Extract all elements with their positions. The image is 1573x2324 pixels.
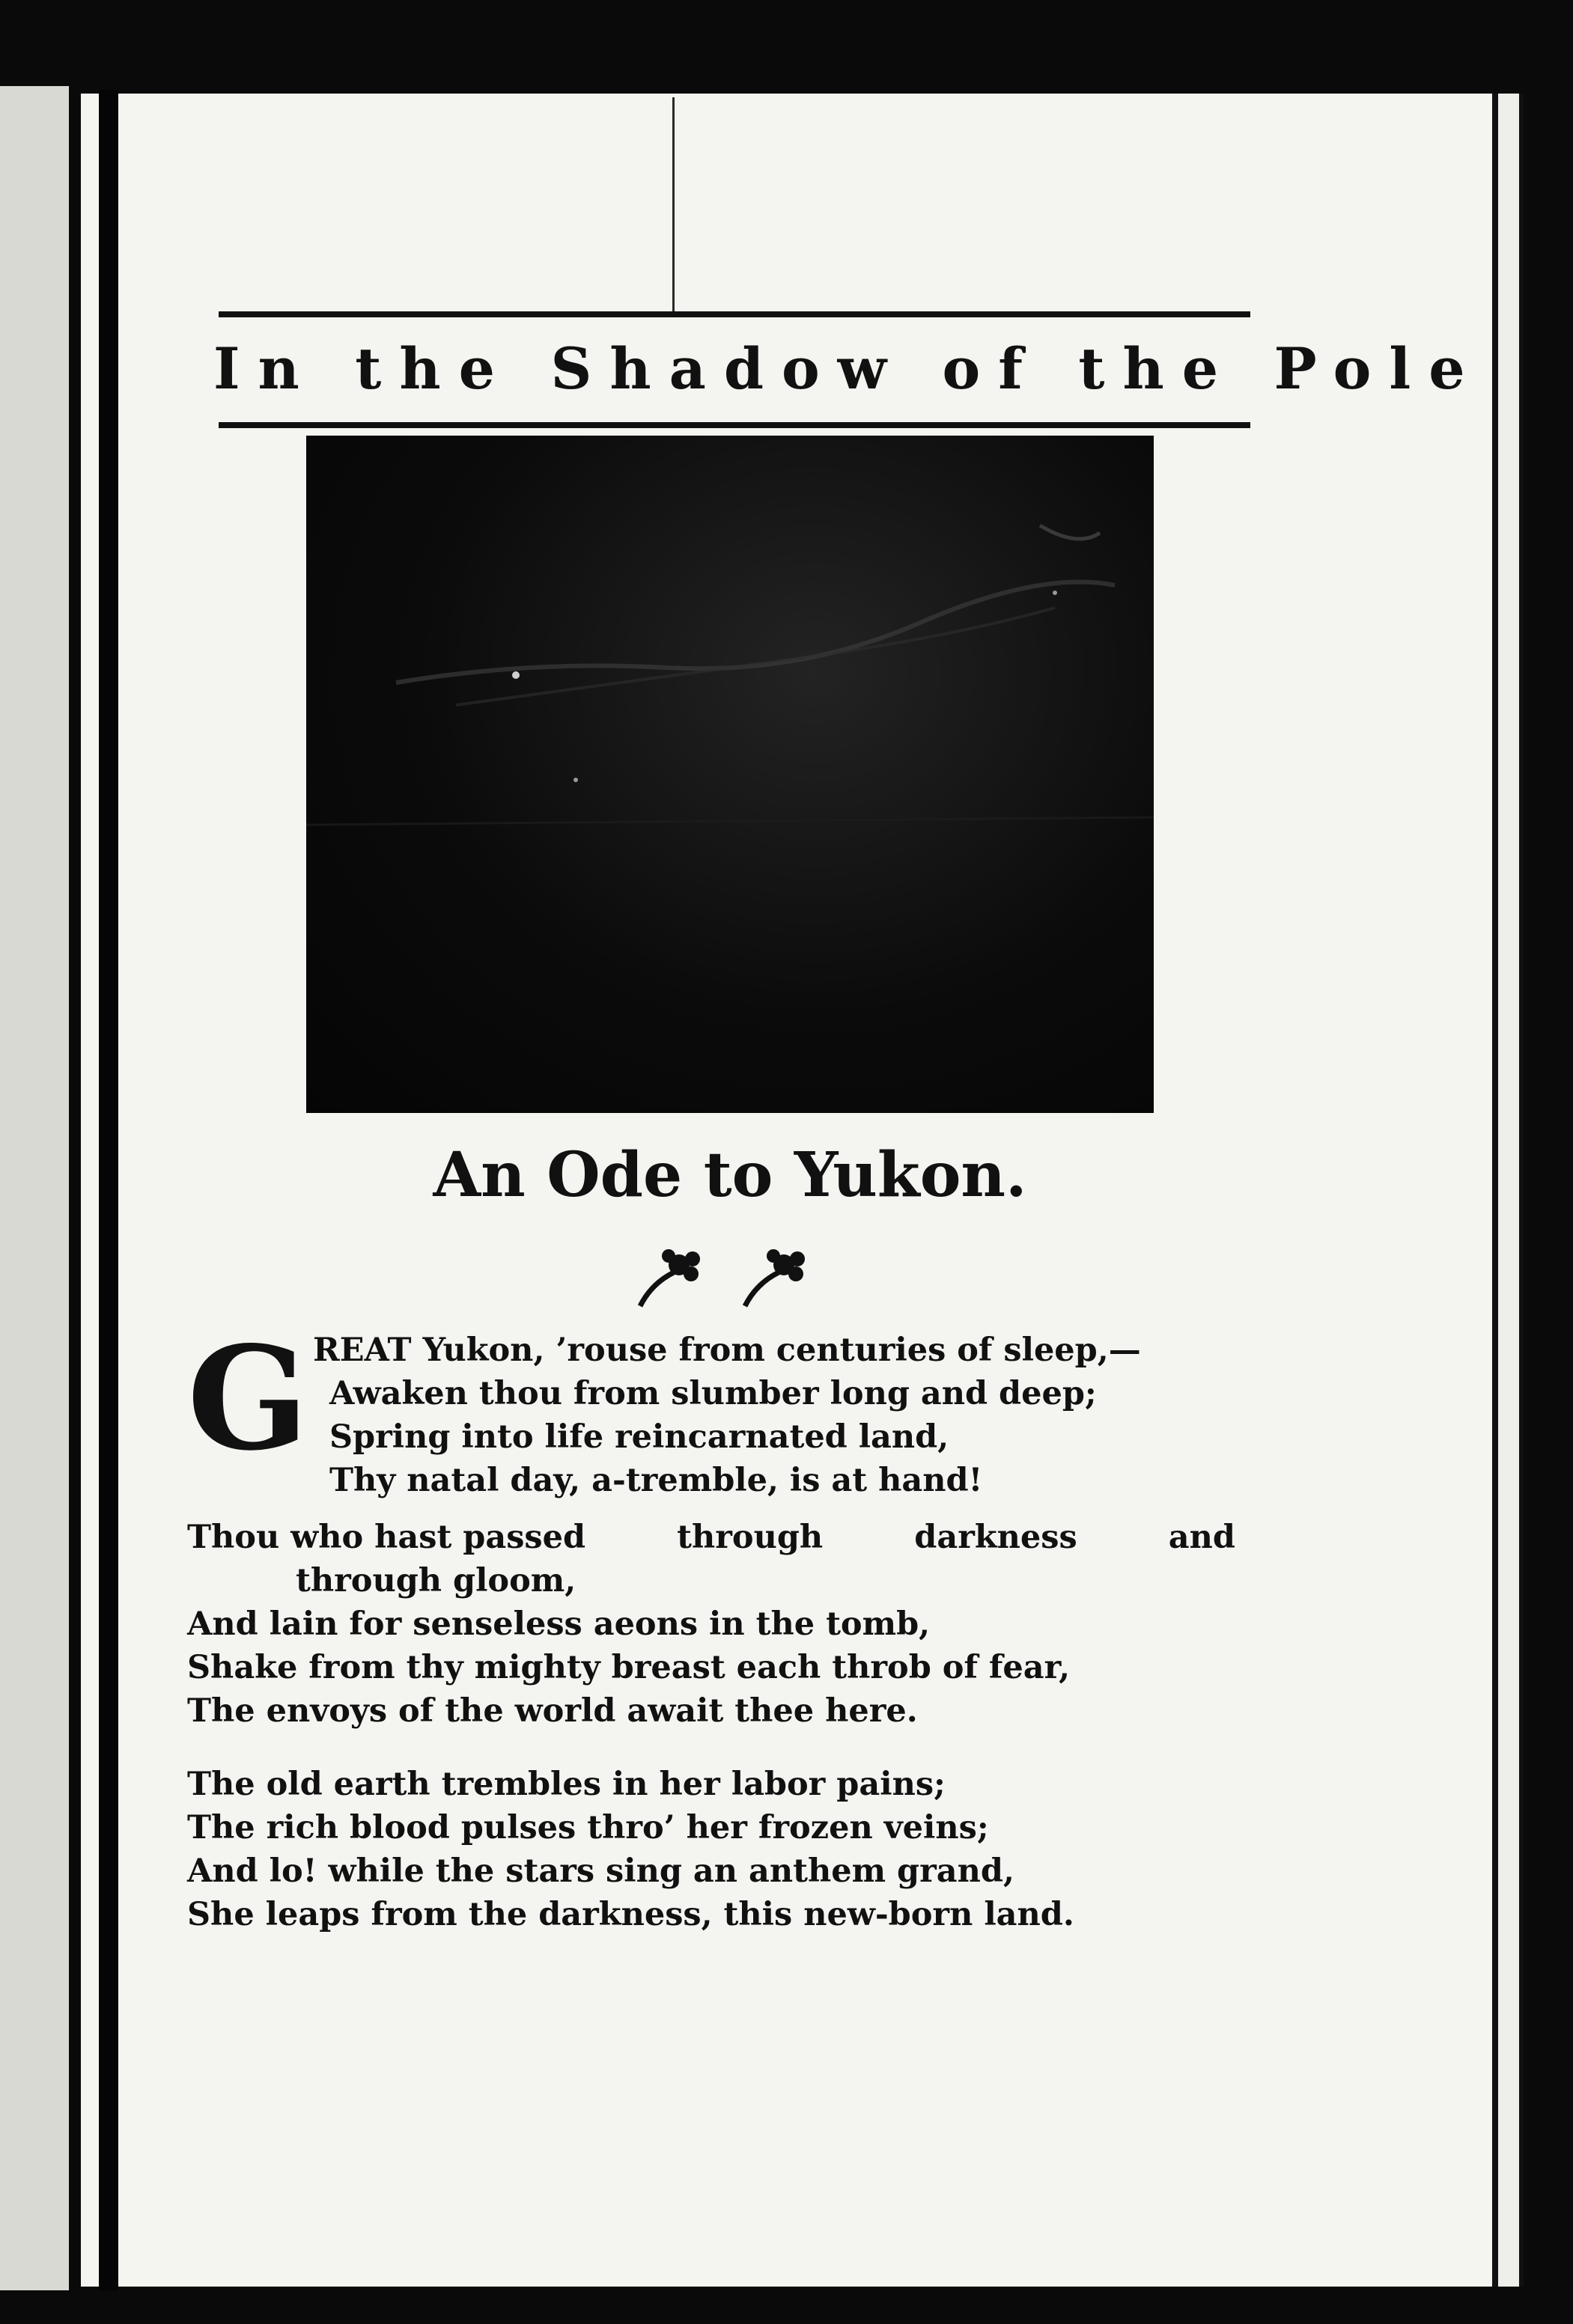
- left-margin-rule: [99, 90, 118, 2290]
- right-page-edge: [1492, 94, 1498, 2287]
- poem-word: darkness: [914, 1519, 1077, 1556]
- poem-body: [187, 1315, 1258, 1936]
- poem-line: And lo! while the stars sing an anthem grand,: [187, 1852, 1014, 1890]
- poem-line-continuation: through gloom,: [296, 1562, 576, 1599]
- poem-line: The old earth trembles in her labor pains;: [187, 1766, 946, 1803]
- poem-word: and: [1168, 1519, 1235, 1556]
- stanza-1: [187, 1315, 1258, 1516]
- stanza-2: [187, 1516, 1258, 1763]
- poem-line-justified: [187, 1516, 1235, 1559]
- header-rule-bottom: [219, 422, 1250, 428]
- poem-word: Thou who hast passed: [187, 1519, 586, 1556]
- poem-line: The envoys of the world await thee here.: [187, 1692, 918, 1730]
- night-photograph: [306, 436, 1154, 1113]
- right-strip-edge: [1519, 94, 1524, 2287]
- poem-line: Awaken thou from slumber long and deep;: [329, 1375, 1097, 1412]
- poem-line: Shake from thy mighty breast each throb of fear,: [187, 1649, 1071, 1686]
- drop-cap-letter: G: [187, 1315, 309, 1482]
- poem-line: She leaps from the darkness, this new-born land.: [187, 1896, 1074, 1933]
- poem-word: through: [677, 1519, 824, 1556]
- poem-title: An Ode to Yukon.: [433, 1139, 1027, 1211]
- flower-ornament-icon: [633, 1242, 715, 1310]
- photo-texture: [306, 436, 1154, 1113]
- poem-line: Spring into life reincarnated land,: [329, 1418, 949, 1456]
- header-rule-top: [219, 311, 1250, 317]
- section-header-title: In the Shadow of the Pole: [213, 335, 1483, 402]
- poem-line: And lain for senseless aeons in the tomb,: [187, 1605, 931, 1643]
- right-margin-strip: [1498, 94, 1519, 2287]
- adjacent-page-sliver: [0, 86, 69, 2290]
- page-fold-line: [672, 97, 675, 314]
- poem-line: REAT Yukon, ’rouse from centuries of sleep,—: [313, 1332, 1141, 1369]
- stanza-3: [187, 1763, 1258, 1936]
- poem-line: The rich blood pulses thro’ her frozen veins;: [187, 1809, 989, 1846]
- poem-line: Thy natal day, a-tremble, is at hand!: [329, 1462, 983, 1499]
- flower-ornament-icon: [737, 1242, 820, 1310]
